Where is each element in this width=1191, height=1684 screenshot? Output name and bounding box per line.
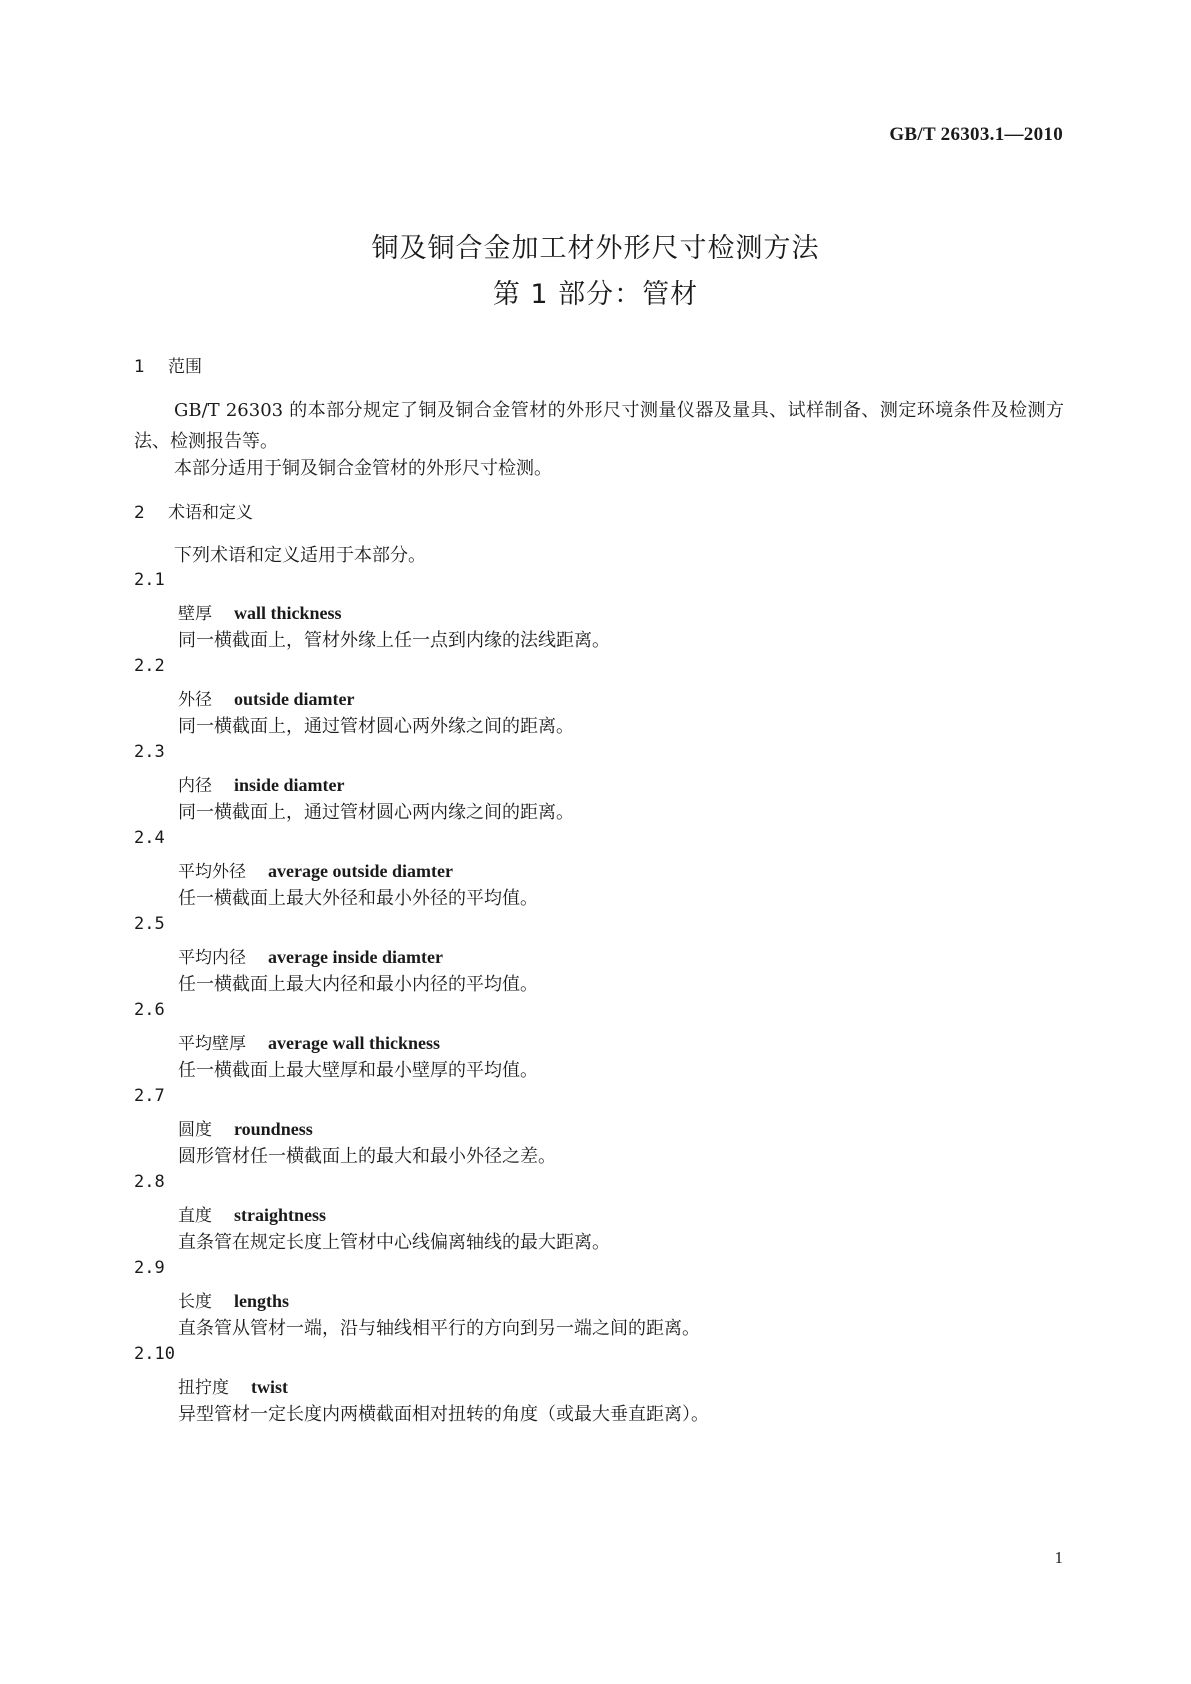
term-number: 2.4 (134, 828, 165, 848)
scope-paragraph-1 (134, 395, 1064, 457)
term-english-name: average inside diamter (268, 947, 443, 967)
term-english-name: straightness (234, 1205, 327, 1225)
term-definition: 异型管材一定长度内两横截面相对扭转的角度（或最大垂直距离）。 (178, 1404, 709, 1425)
term-name (178, 1115, 313, 1140)
title-line-2: 第 1 部分：管材 (492, 279, 699, 310)
page-number: 1 (1054, 1548, 1063, 1567)
term-english-name: roundness (234, 1119, 313, 1139)
term-name (178, 685, 355, 710)
term-number: 2.6 (134, 1000, 165, 1020)
term-definition: 圆形管材任一横截面上的最大和最小外径之差。 (178, 1146, 556, 1167)
title-line-1: 铜及铜合金加工材外形尺寸检测方法 (371, 233, 820, 264)
term-english-name: wall thickness (234, 603, 342, 623)
section-heading-terms (134, 498, 253, 523)
term-name (178, 857, 453, 882)
term-chinese-name: 平均内径 (178, 948, 246, 968)
term-definition: 任一横截面上最大内径和最小内径的平均值。 (178, 974, 538, 995)
term-chinese-name: 内径 (178, 776, 212, 796)
term-number: 2.7 (134, 1086, 165, 1106)
term-chinese-name: 长度 (178, 1292, 212, 1312)
term-chinese-name: 平均外径 (178, 862, 246, 882)
term-chinese-name: 扭拧度 (178, 1378, 229, 1398)
scope-paragraph-2: 本部分适用于铜及铜合金管材的外形尺寸检测。 (174, 458, 552, 479)
section-title: 范围 (168, 357, 202, 377)
term-number: 2.5 (134, 914, 165, 934)
term-english-name: lengths (234, 1291, 290, 1311)
section-number: 1 (134, 357, 145, 377)
standard-code: GB/T 26303.1—2010 (889, 124, 1063, 145)
document-title (0, 226, 1191, 318)
term-name (178, 1373, 288, 1398)
term-chinese-name: 平均壁厚 (178, 1034, 246, 1054)
term-definition: 任一横截面上最大外径和最小外径的平均值。 (178, 888, 538, 909)
term-name (178, 771, 345, 796)
term-number: 2.8 (134, 1172, 165, 1192)
term-definition: 任一横截面上最大壁厚和最小壁厚的平均值。 (178, 1060, 538, 1081)
term-definition: 直条管从管材一端，沿与轴线相平行的方向到另一端之间的距离。 (178, 1318, 700, 1339)
term-number: 2.2 (134, 656, 165, 676)
term-english-name: inside diamter (234, 775, 345, 795)
term-definition: 直条管在规定长度上管材中心线偏离轴线的最大距离。 (178, 1232, 610, 1253)
term-number: 2.9 (134, 1258, 165, 1278)
term-english-name: twist (251, 1377, 288, 1397)
section-heading-scope (134, 352, 202, 377)
term-definition: 同一横截面上，管材外缘上任一点到内缘的法线距离。 (178, 630, 610, 651)
term-definition: 同一横截面上，通过管材圆心两外缘之间的距离。 (178, 716, 574, 737)
term-chinese-name: 外径 (178, 690, 212, 710)
term-english-name: average wall thickness (268, 1033, 440, 1053)
term-english-name: average outside diamter (268, 861, 453, 881)
term-number: 2.3 (134, 742, 165, 762)
term-chinese-name: 壁厚 (178, 604, 212, 624)
scope-text-1: GB/T 26303 的本部分规定了铜及铜合金管材的外形尺寸测量仪器及量具、试样制备、测定环境条件及检测方法、检测报告等。 (134, 400, 1064, 452)
section-title: 术语和定义 (168, 503, 253, 523)
term-chinese-name: 直度 (178, 1206, 212, 1226)
section-number: 2 (134, 503, 145, 523)
term-definition: 同一横截面上，通过管材圆心两内缘之间的距离。 (178, 802, 574, 823)
term-chinese-name: 圆度 (178, 1120, 212, 1140)
term-english-name: outside diamter (234, 689, 355, 709)
term-name (178, 943, 443, 968)
term-number: 2.10 (134, 1344, 175, 1364)
term-name (178, 1029, 440, 1054)
term-name (178, 1201, 326, 1226)
term-name (178, 1287, 289, 1312)
term-name (178, 599, 342, 624)
terms-intro: 下列术语和定义适用于本部分。 (174, 545, 426, 566)
term-number: 2.1 (134, 570, 165, 590)
